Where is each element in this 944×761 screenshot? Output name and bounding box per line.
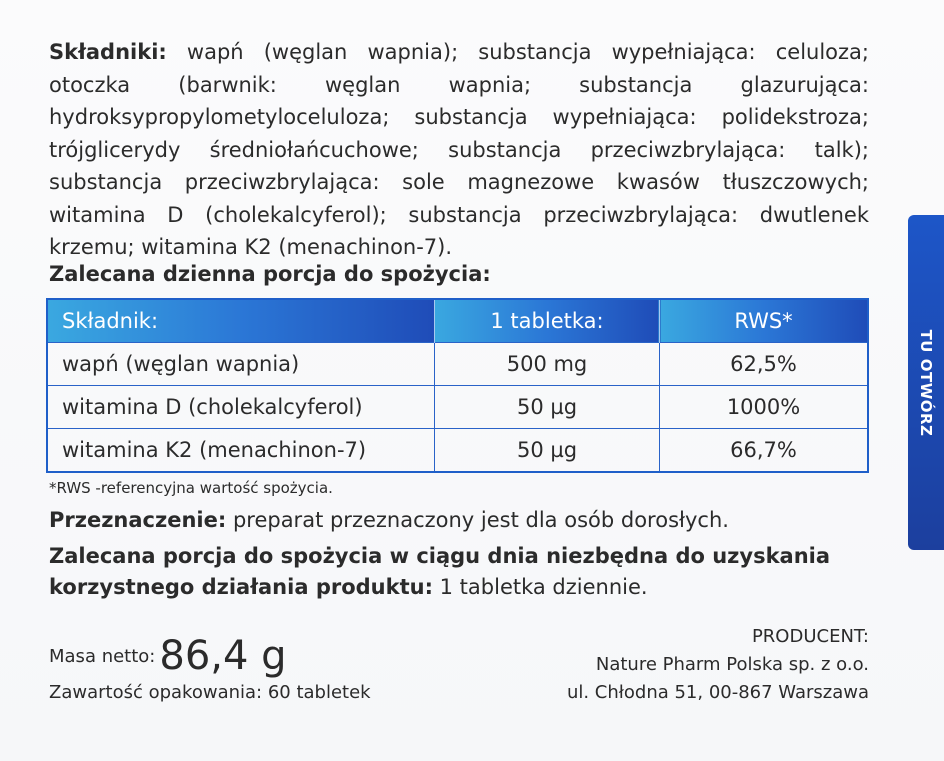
table-row	[47, 343, 868, 386]
row-rws: 62,5%	[660, 343, 868, 386]
row-rws: 1000%	[660, 386, 868, 429]
daily-dose-text: 1 tabletka dziennie.	[432, 575, 648, 599]
portion-table	[46, 298, 869, 473]
row-ingredient: wapń (węglan wapnia)	[47, 343, 434, 386]
producer-address: ul. Chłodna 51, 00-867 Warszawa	[566, 682, 869, 703]
header-ingredient: Składnik:	[47, 299, 434, 343]
purpose-paragraph	[49, 505, 729, 536]
purpose-text: preparat przeznaczony jest dla osób dorosłych.	[226, 508, 729, 532]
daily-dose-heading: Zalecana porcja do spożycia w ciągu dnia niezbędna do uzyskania korzystnego działania produktu:	[49, 544, 831, 599]
table-row	[47, 386, 868, 429]
header-rws: RWS*	[660, 299, 868, 343]
open-here-label: TU OTWÓRZ	[917, 329, 935, 436]
row-amount: 50 µg	[434, 386, 659, 429]
row-amount: 500 mg	[434, 343, 659, 386]
daily-dose-paragraph	[49, 541, 869, 603]
ingredients-paragraph	[49, 36, 869, 264]
net-weight-label: Masa netto:	[49, 646, 156, 667]
rws-footnote: *RWS -referencyjna wartość spożycia.	[49, 479, 333, 497]
row-ingredient: witamina K2 (menachinon-7)	[47, 429, 434, 473]
portion-title: Zalecana dzienna porcja do spożycia:	[49, 262, 491, 286]
open-here-tab[interactable]	[908, 215, 944, 550]
package-contents: Zawartość opakowania: 60 tabletek	[49, 682, 371, 703]
ingredients-text: wapń (węglan wapnia); substancja wypełniająca: celuloza; otoczka (barwnik: węglan wapnia; substancja glazurująca: hydroksypropylometyloceluloza; substancja wypełniająca: polidekstroza; trójglicerydy średniołańcuchowe; substancja przeciwzbrylająca: talk); substancja przeciwzbrylająca: sole magnezowe kwasów tłuszczowych; witamina D (cholekalcyferol); substancja przeciwzbrylająca: dwutlenek krzemu; witamina K2 (menachinon-7).	[49, 40, 869, 259]
row-amount: 50 µg	[434, 429, 659, 473]
ingredients-heading: Składniki:	[49, 40, 167, 64]
producer-name: Nature Pharm Polska sp. z o.o.	[595, 654, 869, 675]
table-row	[47, 429, 868, 473]
producer-heading: PRODUCENT:	[751, 626, 869, 647]
table-header-row	[47, 299, 868, 343]
header-per-tablet: 1 tabletka:	[434, 299, 659, 343]
net-weight	[49, 633, 287, 679]
row-ingredient: witamina D (cholekalcyferol)	[47, 386, 434, 429]
row-rws: 66,7%	[660, 429, 868, 473]
purpose-heading: Przeznaczenie:	[49, 508, 227, 532]
producer-block	[567, 623, 869, 707]
net-weight-value: 86,4 g	[159, 633, 287, 679]
